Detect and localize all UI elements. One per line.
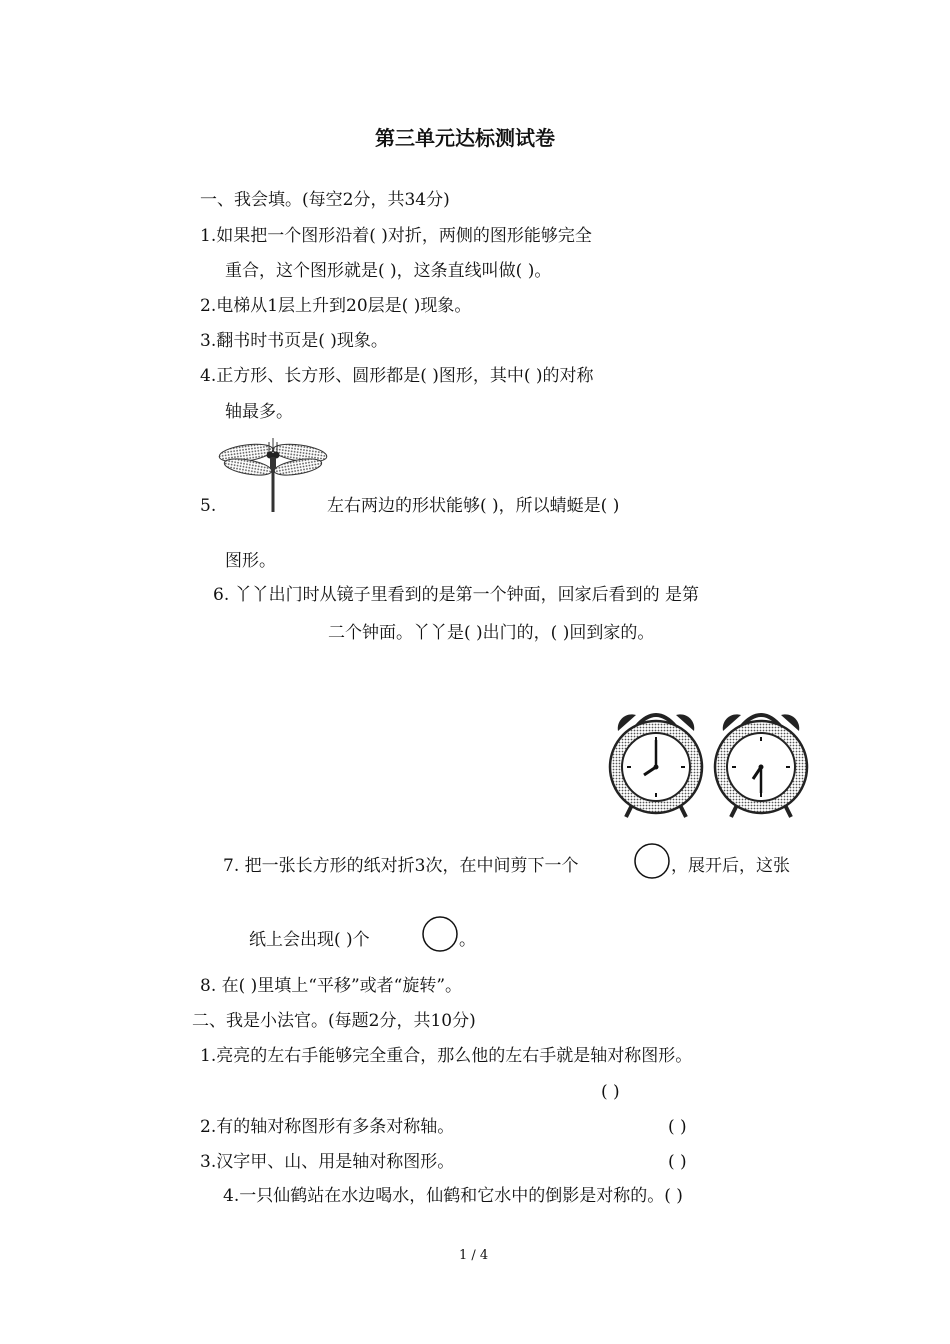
question-2: 2.电梯从1层上升到20层是( )现象。: [200, 296, 472, 316]
question-3: 3.翻书时书页是( )现象。: [200, 331, 388, 351]
circle-icon: [421, 915, 459, 953]
judge-answer-2: ( ): [668, 1117, 687, 1137]
alarm-clock-icon: [711, 705, 811, 821]
question-1-line2: 重合，这个图形就是( )，这条直线叫做( )。: [225, 261, 552, 281]
question-4-line1: 4.正方形、长方形、圆形都是( )图形，其中( )的对称: [200, 366, 594, 386]
section1-heading: 一、我会填。(每空2分，共34分): [200, 190, 450, 210]
judge-question-3: 3.汉字甲、山、用是轴对称图形。: [200, 1152, 455, 1172]
question-7-line1-start: 7. 把一张长方形的纸对折3次，在中间剪下一个: [223, 856, 579, 876]
question-7-line2-end: 。: [459, 930, 476, 950]
question-5-text: 左右两边的形状能够( )，所以蜻蜓是( ): [327, 496, 620, 516]
question-4-line2: 轴最多。: [225, 402, 293, 422]
judge-question-1: 1.亮亮的左右手能够完全重合，那么他的左右手就是轴对称图形。: [200, 1046, 693, 1066]
dragonfly-icon: [218, 436, 330, 516]
question-6-line1: 6. 丫丫出门时从镜子里看到的是第一个钟面，回家后看到的 是第: [213, 585, 700, 605]
question-5-line2: 图形。: [225, 551, 276, 571]
judge-question-2: 2.有的轴对称图形有多条对称轴。: [200, 1117, 455, 1137]
alarm-clock-icon: [606, 705, 706, 821]
judge-answer-1: ( ): [601, 1082, 620, 1102]
page-title: 第三单元达标测试卷: [375, 126, 555, 150]
section2-heading: 二、我是小法官。(每题2分，共10分): [192, 1011, 476, 1031]
question-8: 8. 在( )里填上“平移”或者“旋转”。: [200, 976, 463, 996]
question-7-line1-end: ，展开后，这张: [671, 856, 790, 876]
question-7-line2-start: 纸上会出现( )个: [249, 930, 370, 950]
judge-question-4: 4.一只仙鹤站在水边喝水，仙鹤和它水中的倒影是对称的。( ): [223, 1186, 683, 1206]
question-6-line2: 二个钟面。丫丫是( )出门的，( )回到家的。: [328, 623, 655, 643]
question-1-line1: 1.如果把一个图形沿着( )对折，两侧的图形能够完全: [200, 226, 592, 246]
page-number: 1 / 4: [459, 1248, 489, 1263]
circle-icon: [633, 842, 671, 880]
judge-answer-3: ( ): [668, 1152, 687, 1172]
question-5-number: 5.: [200, 496, 217, 516]
